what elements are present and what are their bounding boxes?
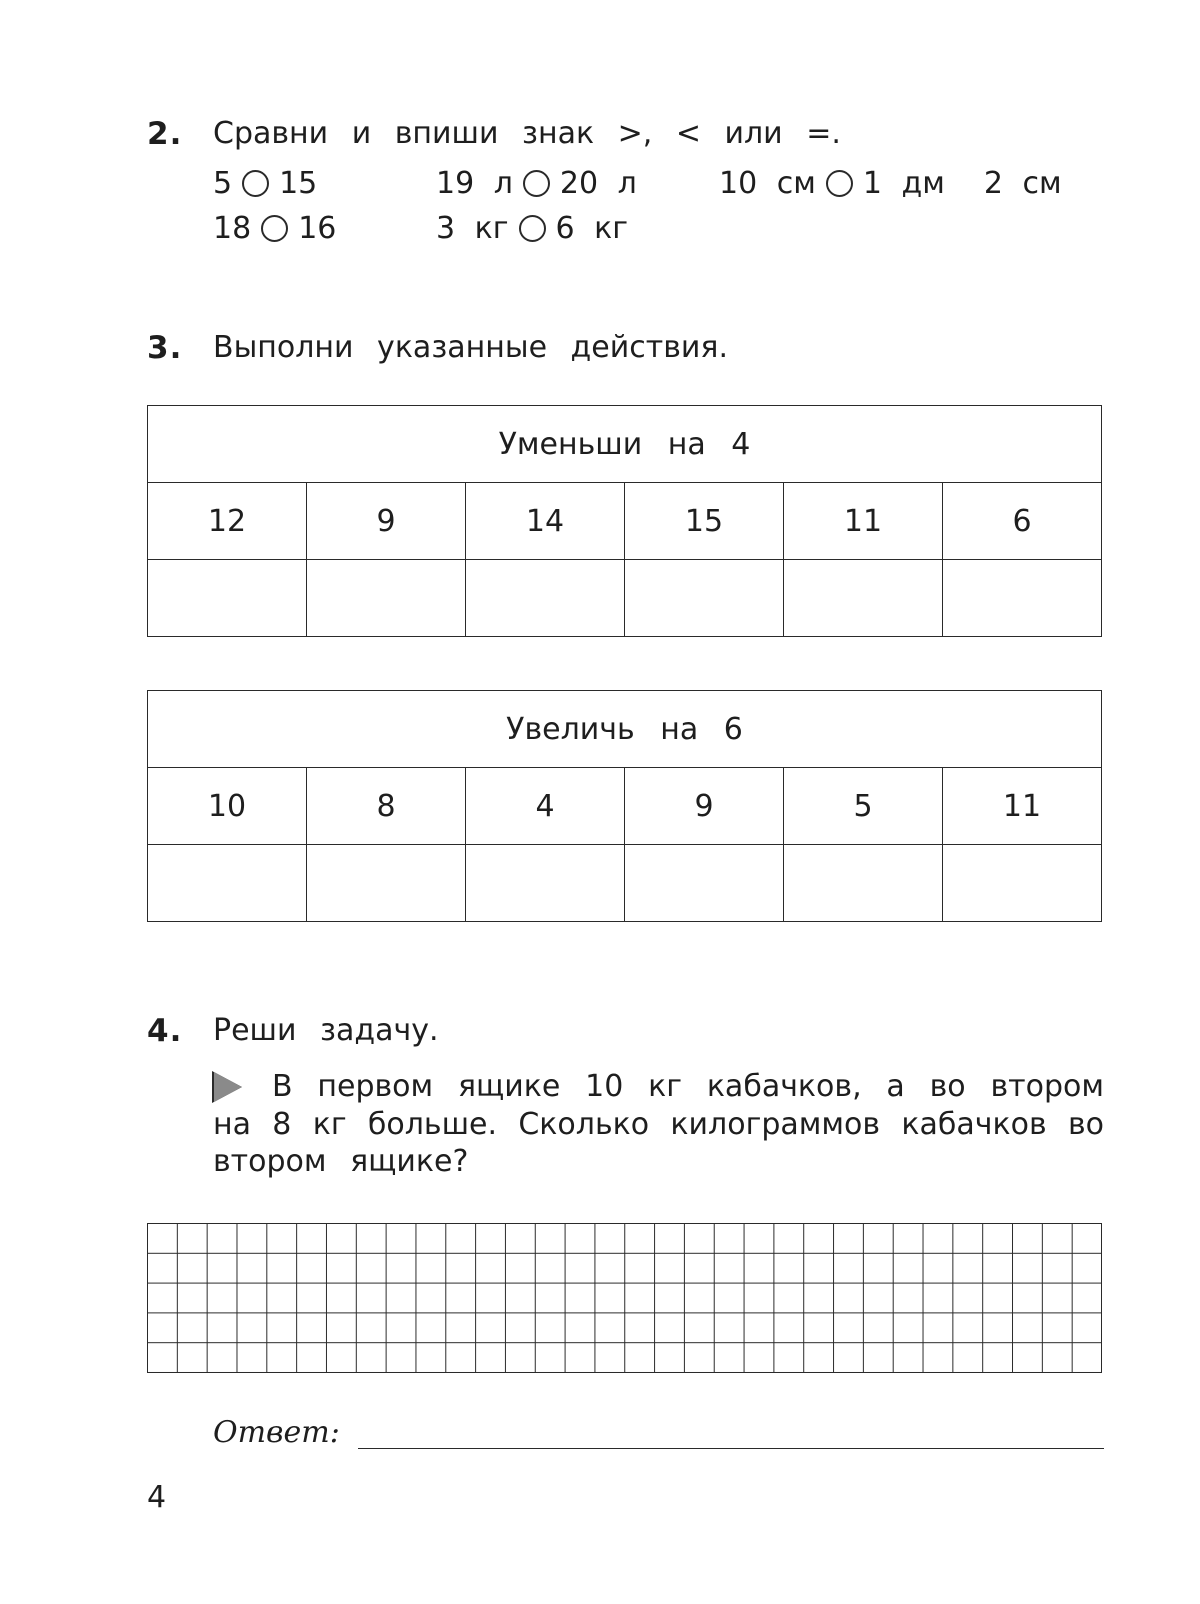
- task-2-instruction: Сравни и впиши знак >, < или =.: [213, 116, 841, 151]
- answer-cell[interactable]: [466, 845, 625, 922]
- answer-cell[interactable]: [625, 560, 784, 637]
- table-value-cell: 6: [943, 483, 1102, 560]
- comparison-left: 18: [213, 211, 252, 246]
- comparison-right: 16: [298, 211, 337, 246]
- comparison-left: 10 см: [719, 166, 816, 201]
- table-value-cell: 8: [307, 768, 466, 845]
- table-value-cell: 12: [148, 483, 307, 560]
- table-value-cell: 14: [466, 483, 625, 560]
- comparison-sign-circle[interactable]: [519, 215, 546, 242]
- comparison-right: 6 кг: [555, 211, 629, 246]
- page-number: 4: [147, 1480, 167, 1515]
- task-4-number: 4.: [147, 1013, 183, 1049]
- comparison-left: 3 кг: [436, 211, 509, 246]
- comparison-sign-circle[interactable]: [242, 170, 269, 197]
- answer-label: Ответ:: [213, 1415, 340, 1450]
- answer-cell[interactable]: [784, 845, 943, 922]
- answer-cell[interactable]: [943, 560, 1102, 637]
- increase-table: [147, 690, 1102, 922]
- answer-cell[interactable]: [307, 560, 466, 637]
- comparison-item: [436, 166, 637, 201]
- decrease-table-header: Уменьши на 4: [148, 406, 1102, 483]
- comparison-left: 19 л: [436, 166, 513, 201]
- table-value-cell: 9: [625, 768, 784, 845]
- answer-line[interactable]: [358, 1447, 1104, 1449]
- play-triangle-fill: [214, 1072, 242, 1102]
- comparison-sign-circle[interactable]: [523, 170, 550, 197]
- task-2-number: 2.: [147, 116, 183, 152]
- comparison-item: [213, 211, 336, 246]
- answer-cell[interactable]: [466, 560, 625, 637]
- answer-cell[interactable]: [943, 845, 1102, 922]
- problem-line-1: В первом ящике 10 кг кабачков, а во втором: [272, 1069, 1104, 1104]
- table-value-cell: 11: [943, 768, 1102, 845]
- comparison-sign-circle[interactable]: [261, 215, 288, 242]
- answer-cell[interactable]: [307, 845, 466, 922]
- answer-cell[interactable]: [625, 845, 784, 922]
- answer-cell[interactable]: [784, 560, 943, 637]
- problem-line-2: на 8 кг больше. Сколько килограммов кабачков во: [213, 1107, 1104, 1142]
- decrease-table: [147, 405, 1102, 637]
- task-3-instruction: Выполни указанные действия.: [213, 330, 728, 365]
- answer-cell[interactable]: [148, 845, 307, 922]
- table-value-cell: 10: [148, 768, 307, 845]
- comparison-item: [719, 166, 1062, 201]
- table-value-cell: 11: [784, 483, 943, 560]
- comparison-right: 20 л: [559, 166, 637, 201]
- comparison-right: 15: [279, 166, 318, 201]
- increase-table-header: Увеличь на 6: [148, 691, 1102, 768]
- comparison-item: [436, 211, 628, 246]
- solution-grid[interactable]: [147, 1223, 1102, 1373]
- comparison-right: 1 дм 2 см: [862, 166, 1062, 201]
- answer-cell[interactable]: [148, 560, 307, 637]
- comparison-left: 5: [213, 166, 233, 201]
- table-value-cell: 15: [625, 483, 784, 560]
- table-value-cell: 5: [784, 768, 943, 845]
- task-3-number: 3.: [147, 330, 183, 366]
- table-value-cell: 4: [466, 768, 625, 845]
- comparison-sign-circle[interactable]: [826, 170, 853, 197]
- problem-line-3: втором ящике?: [213, 1144, 469, 1179]
- task-4-instruction: Реши задачу.: [213, 1013, 439, 1048]
- comparison-item: [213, 166, 317, 201]
- table-value-cell: 9: [307, 483, 466, 560]
